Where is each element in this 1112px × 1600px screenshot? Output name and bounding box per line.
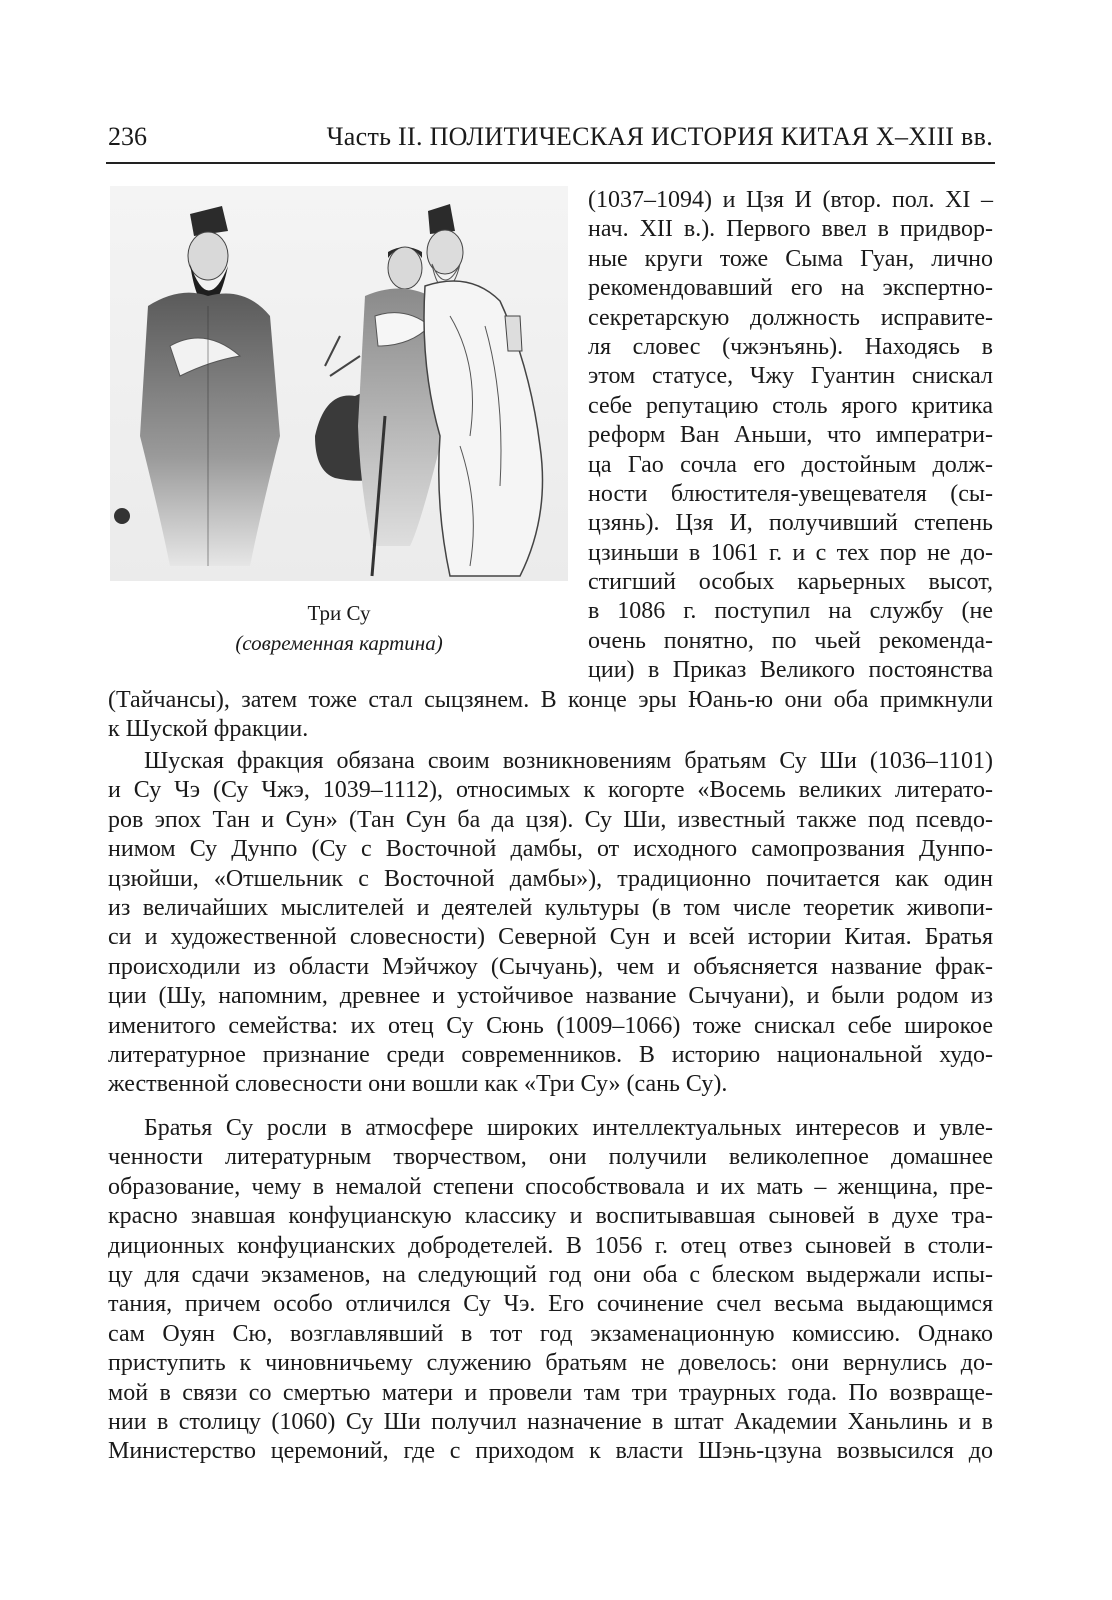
side-column-text: [588, 186, 993, 686]
text-line: себе репутацию столь ярого критика: [588, 392, 993, 419]
caption-title: Три Су: [307, 601, 371, 625]
text-line: диционных конфуцианских добродетелей. В 1056 г. отец отвез сыновей в столи-: [108, 1232, 993, 1259]
text-line: цзюйши, «Отшельник с Восточной дамбы»), традиционно почитается как один: [108, 865, 993, 892]
text-line: секретарскую должность исправите-: [588, 304, 993, 331]
text-line: реформ Ван Аньши, что императри-: [588, 422, 993, 449]
painting-image: [110, 186, 568, 581]
text-line: Братья Су росли в атмосфере широких интеллектуальных интересов и увле-: [144, 1115, 993, 1141]
text-line: жественной словесности они вошли как «Три Су» (сань Су).: [108, 1071, 728, 1098]
header-rule: [106, 162, 995, 164]
text-line: ров эпох Тан и Сун» (Тан Сун ба да цзя). Су Ши, известный также под псевдо-: [108, 806, 993, 833]
text-line: стигший особых карьерных высот,: [588, 569, 993, 596]
text-line: красно знавшая конфуцианскую классику и воспитывавшая сыновей в духе тра-: [108, 1203, 993, 1230]
text-line: литературное признание среди современников. В историю национальной худо-: [108, 1041, 993, 1068]
text-line: этом статусе, Чжу Гуантин снискал: [588, 363, 993, 390]
text-line: ности блюстителя-увещевателя (сы-: [588, 480, 993, 507]
text-line: ные круги тоже Сыма Гуан, лично: [588, 245, 993, 272]
text-line: именитого семейства: их отец Су Сюнь (1009–1066) тоже снискал себе широкое: [108, 1012, 993, 1039]
text-line: в 1086 г. поступил на службу (не: [588, 598, 993, 625]
paragraph-3: [108, 1114, 993, 1467]
text-line: нимом Су Дунпо (Су с Восточной дамбы, от исходного самопрозвания Дунпо-: [108, 836, 993, 863]
running-title: Часть II. ПОЛИТИЧЕСКАЯ ИСТОРИЯ КИТАЯ X–XIII вв.: [326, 122, 993, 151]
text-line: сам Оуян Сю, возглавлявший в тот год экзаменационную комиссию. Однако: [108, 1320, 993, 1347]
text-line: цзиньши в 1061 г. и с тех пор не до-: [588, 539, 993, 566]
text-line: ля словес (чжэнъянь). Находясь в: [588, 333, 993, 360]
text-line: приступить к чиновничьему служению братьям не довелось: они вернулись до-: [108, 1350, 993, 1377]
text-line: ченности литературным творчеством, они получили великолепное домашнее: [108, 1144, 993, 1171]
text-line: ции (Шу, напомним, древнее и устойчивое название Сычуани), и были родом из: [108, 983, 993, 1010]
text-line: (1037–1094) и Цзя И (втор. пол. XI –: [588, 187, 993, 213]
illustration-three-su: [110, 186, 568, 581]
caption-subtitle: (современная картина): [235, 631, 443, 655]
text-line: си и художественной словесности) Северной Сун и всей истории Китая. Братья: [108, 924, 993, 951]
paragraph-1-tail: [108, 686, 993, 745]
text-line: нии в столицу (1060) Су Ши получил назначение в штат Академии Ханьлинь и в: [108, 1408, 993, 1435]
text-line: нач. XII в.). Первого ввел в придвор-: [588, 216, 993, 243]
text-line: мой в связи со смертью матери и провели там три траурных года. По возвраще-: [108, 1379, 993, 1406]
page-number: 236: [108, 122, 147, 151]
text-line: цу для сдачи экзаменов, на следующий год они оба с блеском выдержали испы-: [108, 1261, 993, 1288]
text-line: очень понятно, по чьей рекоменда-: [588, 627, 993, 654]
text-line: (Тайчансы), затем тоже стал сыцзянем. В конце эры Юань-ю они оба примкнули: [108, 687, 993, 713]
text-line: к Шуской фракции.: [108, 716, 309, 743]
text-line: образование, чему в немалой степени способствовала и их мать – женщина, пре-: [108, 1173, 993, 1200]
text-line: из величайших мыслителей и деятелей культуры (в том числе теоретик живопи-: [108, 894, 993, 921]
text-line: Шуская фракция обязана своим возникновениям братьям Су Ши (1036–1101): [144, 748, 993, 774]
text-line: происходили из области Мэйчжоу (Сычуань), чем и объясняется название фрак-: [108, 953, 993, 980]
running-header: [108, 116, 993, 162]
figure-caption: [110, 598, 568, 658]
small-stone: [114, 508, 130, 524]
paragraph-2: [108, 747, 993, 1100]
text-line: ца Гао сочла его достойным долж-: [588, 451, 993, 478]
text-line: рекомендовавший его на экспертно-: [588, 275, 993, 302]
text-line: тания, причем особо отличился Су Чэ. Его сочинение счел весьма выдающимся: [108, 1291, 993, 1318]
text-line: ции) в Приказ Великого постоянства: [588, 657, 993, 684]
text-line: цзянь). Цзя И, получивший степень: [588, 510, 993, 537]
text-line: и Су Чэ (Су Чжэ, 1039–1112), относимых к когорте «Восемь великих литерато-: [108, 777, 993, 804]
text-line: Министерство церемоний, где с приходом к власти Шэнь-цзуна возвысился до: [108, 1438, 993, 1465]
